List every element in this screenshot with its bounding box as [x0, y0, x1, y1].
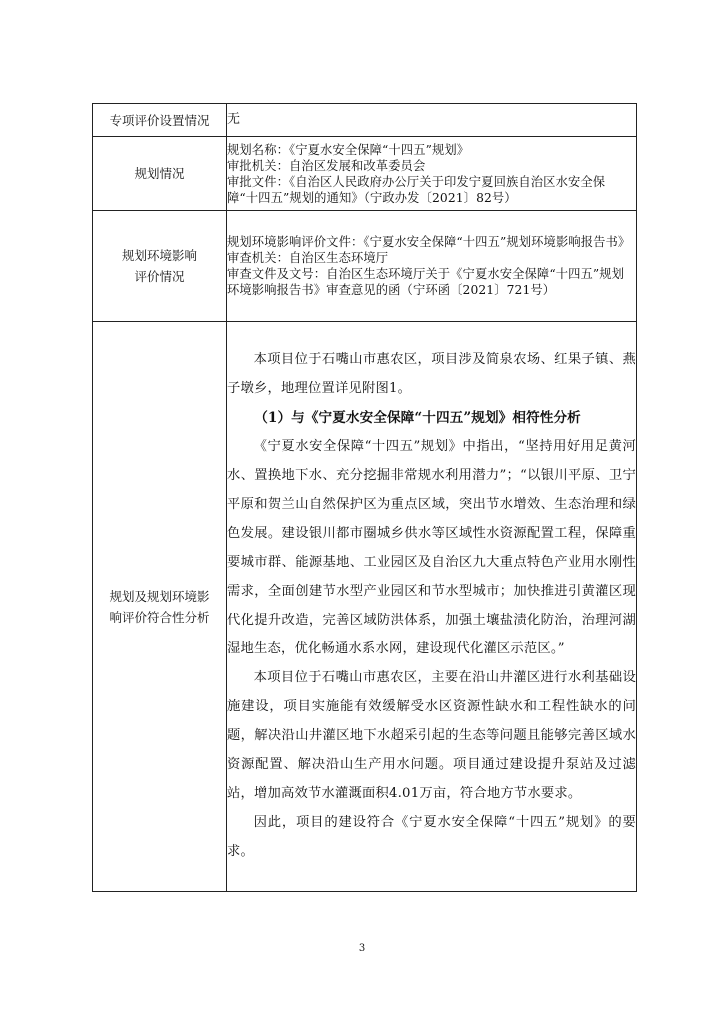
label-line: 响评价符合性分析: [109, 609, 210, 625]
value-line: 审查机关：自治区生态环境厅: [227, 251, 389, 265]
value-line: 审批文件：《自治区人民政府办公厅关于印发宁夏回族自治区水安全保障“十四五”规划的通知》（宁政办发〔2021〕82号）: [227, 174, 606, 205]
section-heading: （1）与《宁夏水安全保障“十四五”规划》相符性分析: [254, 410, 581, 427]
label-line: 规划环境影响: [121, 248, 197, 263]
label-line: 评价情况: [134, 269, 185, 284]
paragraph-conclusion: 因此，项目的建设符合《宁夏水安全保障“十四五”规划》的要求。: [227, 814, 636, 859]
table-row: [93, 211, 637, 322]
row-value-compliance: [227, 322, 637, 892]
evaluation-table: [92, 103, 637, 892]
value-line: 审批机关：自治区发展和改革委员会: [227, 158, 426, 173]
value-line: 审查文件及文号：自治区生态环境厅关于《宁夏水安全保障“十四五”规划环境影响报告书》审查意见的函（宁环函〔2021〕721号）: [227, 267, 625, 297]
page-number: 3: [358, 943, 366, 954]
row-label-special-evaluation: 专项评价设置情况: [93, 104, 227, 137]
value-line: 规划环境影响评价文件：《宁夏水安全保障“十四五”规划环境影响报告书》: [227, 235, 631, 249]
row-value-plan-eia: [227, 211, 637, 322]
table-row: [93, 322, 637, 892]
row-label-planning: 规划情况: [93, 137, 227, 211]
paragraph-project-analysis: 本项目位于石嘴山市惠农区，主要在沿山井灌区进行水利基础设施建设，项目实施能有效缓解受水区资源性缺水和工程性缺水的问题，解决沿山井灌区地下水超采引起的生态等问题且能够完善区域水资源配置、解决沿山生产用水问题。项目通过建设提升泵站及过滤站，增加高效节水灌溉面积4.01万亩，符合地方节水要求。: [227, 670, 636, 801]
label-line: 规划及规划环境影: [109, 588, 210, 604]
paragraph-location: 本项目位于石嘴山市惠农区，项目涉及简泉农场、红果子镇、燕子墩乡，地理位置详见附图1。: [227, 352, 636, 397]
table-row: [93, 104, 637, 137]
value-line: 无: [227, 112, 241, 127]
row-value-planning: [227, 137, 637, 211]
row-value-special-evaluation: [227, 104, 637, 137]
value-line: 规划名称：《宁夏水安全保障“十四五”规划》: [227, 142, 470, 157]
row-label-plan-eia: [93, 211, 227, 322]
table-row: [93, 137, 637, 211]
row-label-compliance: [93, 322, 227, 892]
paragraph-plan-quote: 《宁夏水安全保障“十四五”规划》中指出，“坚持用好用足黄河水、置换地下水、充分挖掘非常规水利用潜力”；“以银川平原、卫宁平原和贺兰山自然保护区为重点区域，突出节水增效、生态治理和绿色发展。建设银川都市圈城乡供水等区域性水资源配置工程，保障重要城市群、能源基地、工业园区及自治区九大重点特色产业用水刚性需求，全面创建节水型产业园区和节水型城市；加快推进引黄灌区现代化提升改造，完善区域防洪体系，加强土壤盐渍化防治，治理河湖湿地生态，优化畅通水系水网，建设现代化灌区示范区。”: [227, 439, 636, 657]
